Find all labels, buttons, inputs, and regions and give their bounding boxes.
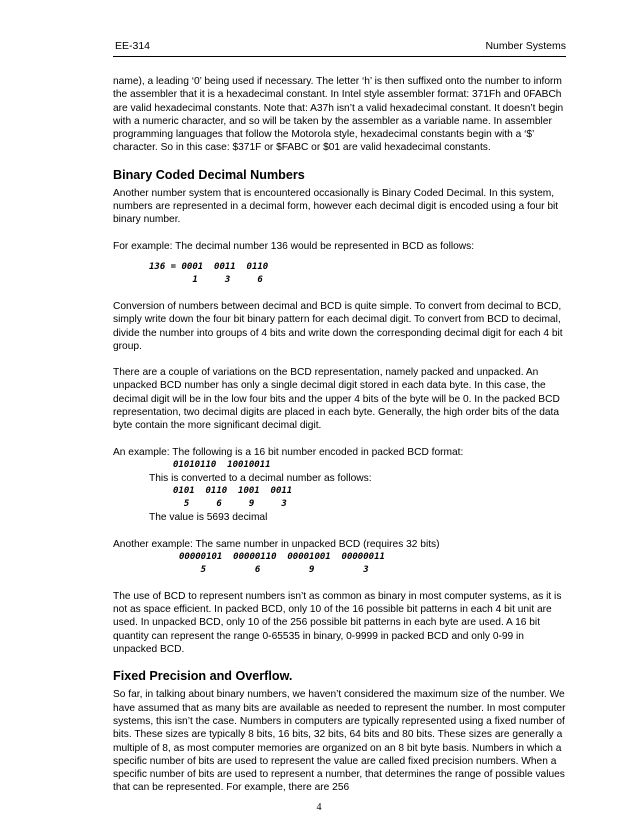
bcd-paragraph-5: The use of BCD to represent numbers isn’t as common as binary in most computer systems, as it is not as space efficient. In packed BCD, only 10 of the 16 possible bit patterns in each 4 bit unit are used. In unpacked BCD, only 10 of the 256 possible bit patterns in each byte are used. A 16 bit quantity can represent the range 0-65535 in binary, 0-9999 in packed BCD and only 0-99 in unpacked BCD. [113,590,562,656]
header-topic: Number Systems [485,40,566,52]
example-1-convert: This is converted to a decimal number as follows: [149,472,372,484]
page-number: 4 [316,802,322,813]
bcd-paragraph-1: Another number system that is encountered occasionally is Binary Coded Decimal. In this system, numbers are represented in a decimal form, however each decimal digit is encoded using a four bit binary number. [113,187,559,226]
header-rule [113,56,566,57]
bcd-example-code-1: 136 = 0001 0011 0110 [149,261,269,272]
bcd-paragraph-4: There are a couple of variations on the BCD representation, namely packed and unpacked. An unpacked BCD number has only a single decimal digit stored in each data byte. In this case, the decimal digit will be in the low four bits and the upper 4 bits of the byte will be 0. In the packed BCD representation, two decimal digits are placed in each byte. Generally, the high order bits of the data byte contain the more significant decimal digit. [113,367,560,432]
example-2-digits: 5 6 9 3 [179,564,369,575]
example-1-value: The value is 5693 decimal [149,512,268,524]
page-body [113,75,568,795]
header-course: EE-314 [115,40,151,52]
example-2-intro: Another example: The same number in unpacked BCD (requires 32 bits) [113,538,440,550]
bcd-example-digits-1: 1 3 6 [149,274,263,285]
intro-paragraph: name), a leading ‘0’ being used if necessary. The letter ‘h’ is then suffixed onto the number to inform the assembler that it is a hexadecimal constant. In Intel style assembler format: 371Fh and 0FABCh are valid hexadecimal constants. Note that: A37h isn’t a valid hexadecimal constant. It doesn’t begin with a numeric character, and so will be taken by the assembler as a variable name. In assembler programming languages that follow the Motorola style, hexadecimal constants begin with a ‘$’ character. So in this case: $371F or $FABC or $01 are valid hexadecimal constants. [113,76,564,154]
example-1-nibbles: 0101 0110 1001 0011 [173,486,293,497]
example-1-digits: 5 6 9 3 [173,499,287,510]
bcd-heading: Binary Coded Decimal Numbers [113,167,305,182]
bcd-paragraph-2: For example: The decimal number 136 would be represented in BCD as follows: [113,240,475,252]
example-1-packed-bits: 01010110 10010011 [173,459,271,470]
example-2-unpacked-bits: 00000101 00000110 00001001 00000011 [179,551,385,562]
bcd-paragraph-3: Conversion of numbers between decimal and BCD is quite simple. To convert from decimal to BCD, simply write down the four bit binary pattern for each decimal digit. To convert from BCD to decimal, divide the number into groups of 4 bits and write down the corresponding decimal digit for each 4 bit group. [113,300,563,352]
example-1-intro: An example: The following is a 16 bit number encoded in packed BCD format: [113,446,464,458]
fixed-precision-heading: Fixed Precision and Overflow. [113,669,293,684]
fixed-precision-paragraph: So far, in talking about binary numbers, we haven’t considered the maximum size of the number. We have assumed that as many bits are available as needed to represent the number. In most computer systems, this isn’t the case. Numbers in computers are typically represented using a fixed number of bits. These sizes are typically 8 bits, 16 bits, 32 bits, 64 bits and 80 bits. These sizes are generally a multiple of 8, as most computer memories are organized on an 8 bit byte basis. Numbers in which a specific number of bits are used to represent the value are called fixed precision numbers. When a specific number of bits are used to represent a number, that determines the range of possible values that can be represented. For example, there are 256 [113,689,566,794]
